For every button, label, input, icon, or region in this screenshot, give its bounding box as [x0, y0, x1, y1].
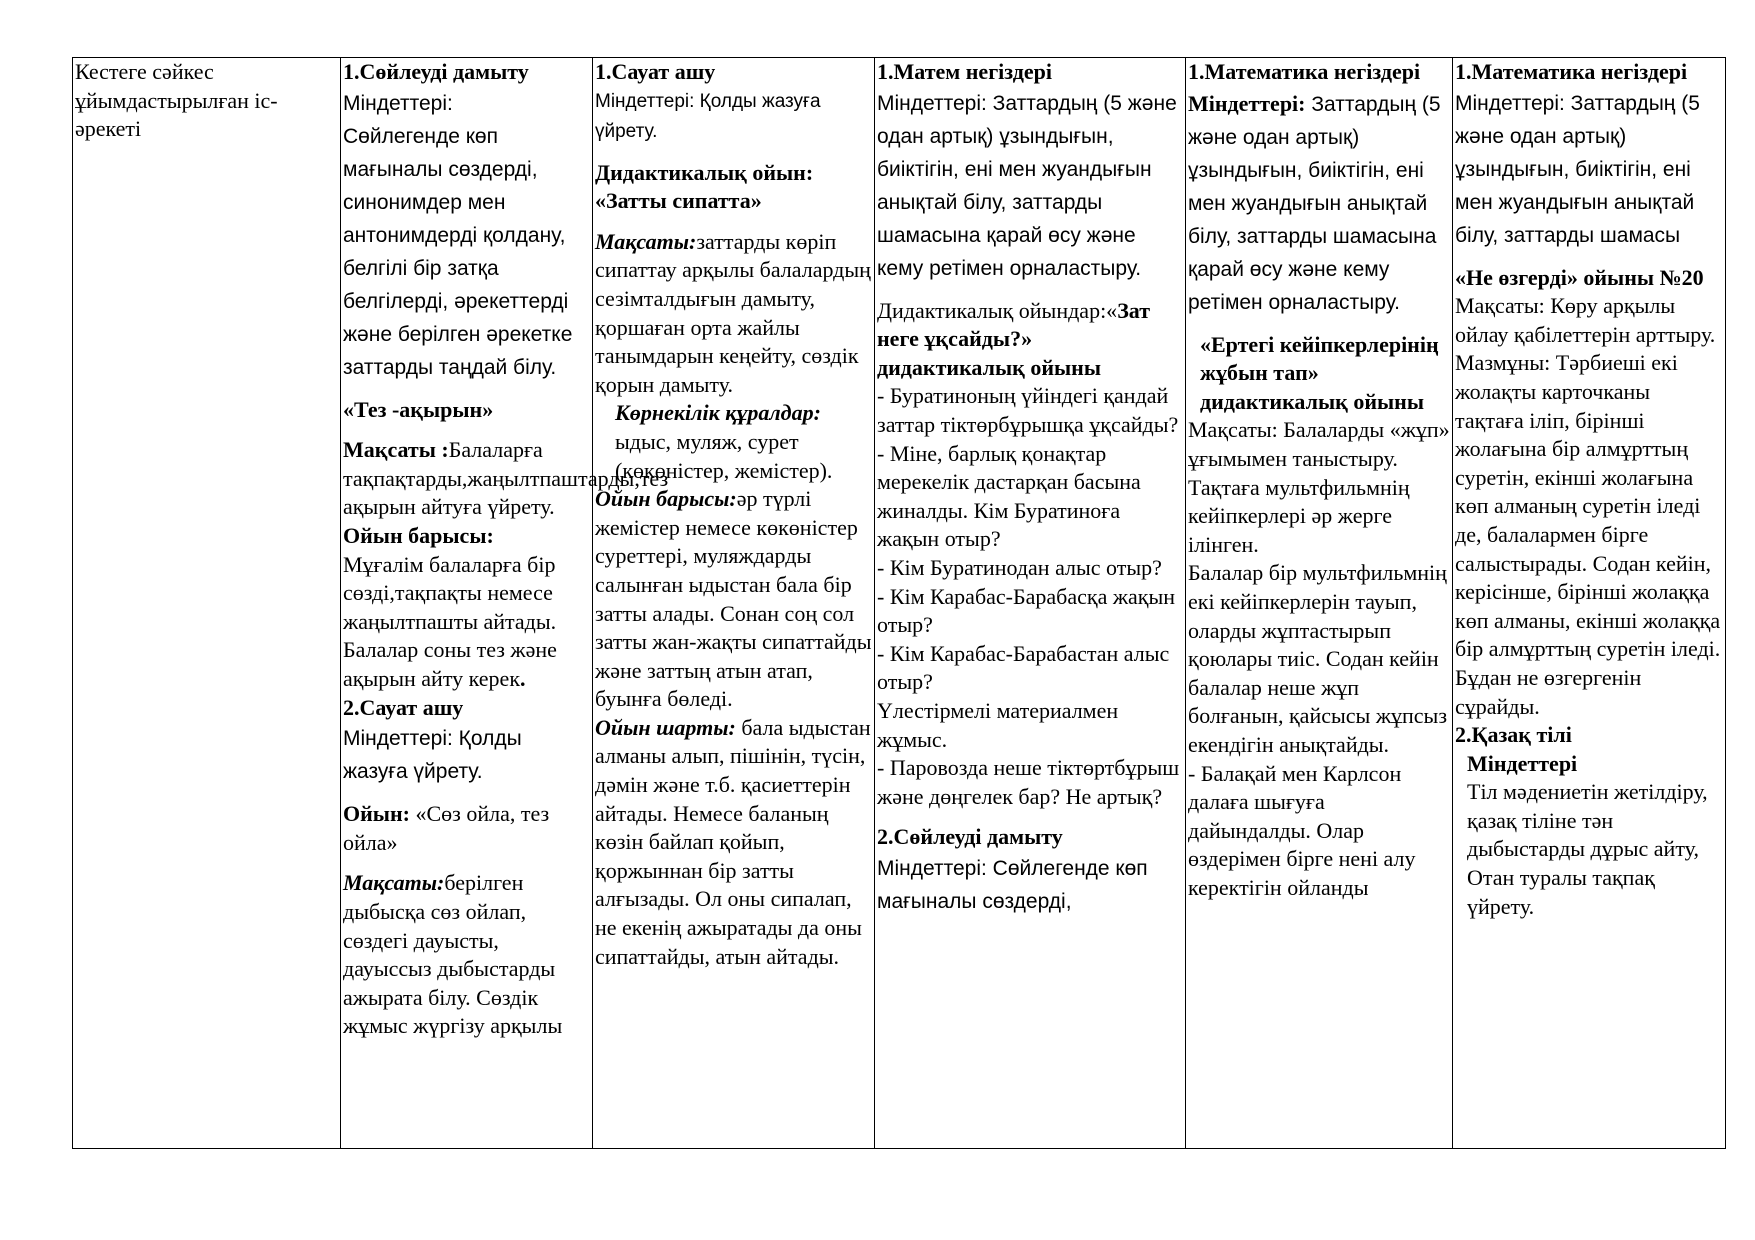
body-text: Тақтаға мультфильмнің кейіпкерлері әр жерге ілінген.	[1188, 474, 1410, 557]
column-5-cell	[1453, 58, 1726, 1149]
game-title: «Ертегі кейіпкерлерінің жұбын тап» дидактикалық ойыны	[1200, 331, 1439, 414]
process-label: Ойын барысы:	[343, 522, 494, 548]
section-heading: 2.Сөйлеуді дамыту	[877, 824, 1063, 850]
aim-text: Мақсаты:берілген дыбысқа сөз ойлап, сөздегі дауысты, дауыссыз дыбыстарды ажырата білу. Сөздік жұмыс жүргізу арқылы	[343, 870, 563, 1039]
tasks-text: Міндеттері: Қолды жазуға үйрету.	[343, 727, 522, 784]
question-text: - Міне, барлық қонақтар мерекелік дастарқан басына жиналды. Кім Буратиноға жақын отыр?	[877, 440, 1141, 552]
question-text: - Кім Карабас-Барабасқа жақын отыр?	[877, 583, 1176, 638]
game-label: Дидактикалық ойын:	[595, 159, 814, 185]
column-2-cell	[593, 58, 875, 1149]
rules-text: Ойын шарты: бала ыдыстан алманы алып, пішінін, түсін, дәмін және т.б. қасиеттерін айтады. Немесе баланың көзін байлап қойып, қоржыннан бір затты алғызады. Ол оны сипалап, не екенің ажыратады да оны сипаттайды, атын айтады.	[595, 714, 871, 969]
section-heading: 1.Математика негіздері	[1188, 59, 1421, 84]
game-title: Дидактикалық ойындар:«Зат неге ұқсайды?» дидактикалық ойыны	[877, 297, 1151, 380]
column-4-cell	[1186, 58, 1453, 1149]
question-text: - Буратиноның үйіндегі қандай заттар тіктөрбұрышқа ұқсайды?	[877, 383, 1179, 437]
process-text: Мұғалім балаларға бір сөзді,тақпақты немесе жаңылтпашты айтады. Балалар соны тез және ақырын айту керек.	[343, 551, 557, 691]
game-title: «Не өзгерді» ойыны №20	[1455, 264, 1704, 290]
row-label-cell	[73, 58, 341, 1149]
table-row	[73, 58, 1726, 1149]
row-label: Кестеге сәйкес ұйымдастырылған іс-әрекеті	[75, 59, 278, 142]
section-heading: 2.Қазақ тілі	[1455, 722, 1572, 748]
plan-table	[72, 57, 1726, 1149]
aim-text: Мақсаты:заттарды көріп сипаттау арқылы балалардың сезімталдығын дамыту, қоршаған орта жайлы танымдарын кеңейту, сөздік қорын дамыту.	[595, 228, 871, 397]
process-text: Ойын барысы:әр түрлі жемістер немесе көкөністер суреттері, муляждарды салынған ыдыстан бала бір затты алады. Сонан соң сол затты жан-жақты сипаттайды және заттың атын атап, буынға бөледі.	[595, 486, 872, 712]
tasks-text: Міндеттері: Заттардың (5 және одан артық) ұзындығын, биіктігін, ені мен жуандығын анықтай білу, заттарды шамасына қарай өсу және кему ретімен орналастыру.	[877, 91, 1177, 280]
tasks-text: Міндеттері: Сөйлегенде көп мағыналы сөздерді, синонимдер мен антонимдерді қолдану, белгілі бір затқа белгілерді, әрекеттерді және берілген әрекетке заттарды таңдай білу.	[343, 91, 573, 379]
tasks-label: Міндеттері	[1467, 750, 1578, 776]
game-title: «Затты сипатта»	[595, 188, 762, 214]
body-text: - Балақай мен Карлсон далаға шығуға дайындалды. Олар өздерімен бірге нені алу керектігін ойланды	[1188, 760, 1416, 900]
section-heading: 1.Матем негіздері	[877, 59, 1052, 84]
section-heading: 2.Сауат ашу	[343, 694, 464, 720]
body-text: Балалар бір мультфильмнің екі кейіпкерлерін тауып, оларды жұптастырып қоюлары тиіс. Содан кейін балалар неше жұп болғанын, қайсысы жұпсыз екендігін анықтайды.	[1188, 560, 1448, 757]
tasks-text: Міндеттері: Қолды жазуға үйрету.	[595, 90, 821, 142]
aim-text: Мақсаты: Балаларды «жұп» ұғымымен таныстыру.	[1188, 417, 1450, 471]
content-text: Мазмұны: Тәрбиеші екі жолақты карточканы тақтаға іліп, бірінші жолағына бір алмұрттың суретін, екінші жолағына көп алманың суретін іледі де, балалармен бірге салыстырады. Содан кейін, керісінше, бірінші жолаққа көп алманы, екінші жолаққа бір алмұрттың суретін іледі. Бұдан не өзгергенін сұрайды.	[1455, 350, 1721, 719]
tasks-text: Міндеттері: Заттардың (5 және одан артық) ұзындығын, биіктігін, ені мен жуандығын анықтай білу, заттарды шамасына қарай өсу және кему ретімен орналастыру.	[1188, 90, 1441, 314]
question-text: - Паровозда неше тіктөртбұрыш және дөңгелек бар? Не артық?	[877, 755, 1180, 809]
tasks-text: Міндеттері: Сөйлегенде көп мағыналы сөздерді,	[877, 856, 1148, 913]
game-title: «Тез -ақырын»	[343, 396, 494, 422]
aim-text: Мақсаты :Балаларға тақпақтарды,жаңылтпаштарды,тез ақырын айтуға үйрету.	[343, 437, 669, 520]
question-text: - Кім Буратинодан алыс отыр?	[877, 554, 1162, 580]
tasks-text: Міндеттері: Заттардың (5 және одан артық) ұзындығын, биіктігін, ені мен жуандығын анықтай білу, заттарды шамасы	[1455, 91, 1700, 247]
section-heading: 1.Сауат ашу	[595, 59, 716, 84]
game-text: Ойын: «Сөз ойла, тез ойла»	[343, 801, 550, 855]
work-text: Үлестірмелі материалмен жұмыс.	[877, 697, 1119, 752]
section-heading: 1.Математика негіздері	[1455, 59, 1688, 84]
aim-text: Мақсаты: Көру арқылы ойлау қабілеттерін арттыру.	[1455, 293, 1716, 347]
column-3-cell	[875, 58, 1186, 1149]
tasks-text: Тіл мәдениетін жетілдіру, қазақ тіліне тән дыбыстарды дұрыс айту, Отан туралы тақпақ үйрету.	[1467, 779, 1708, 919]
section-heading: 1.Сөйлеуді дамыту	[343, 59, 529, 84]
tools-text: Көрнекілік құралдар: ыдыс, муляж, сурет (көкөністер, жемістер).	[615, 400, 833, 483]
question-text: - Кім Карабас-Барабастан алыс отыр?	[877, 640, 1170, 695]
